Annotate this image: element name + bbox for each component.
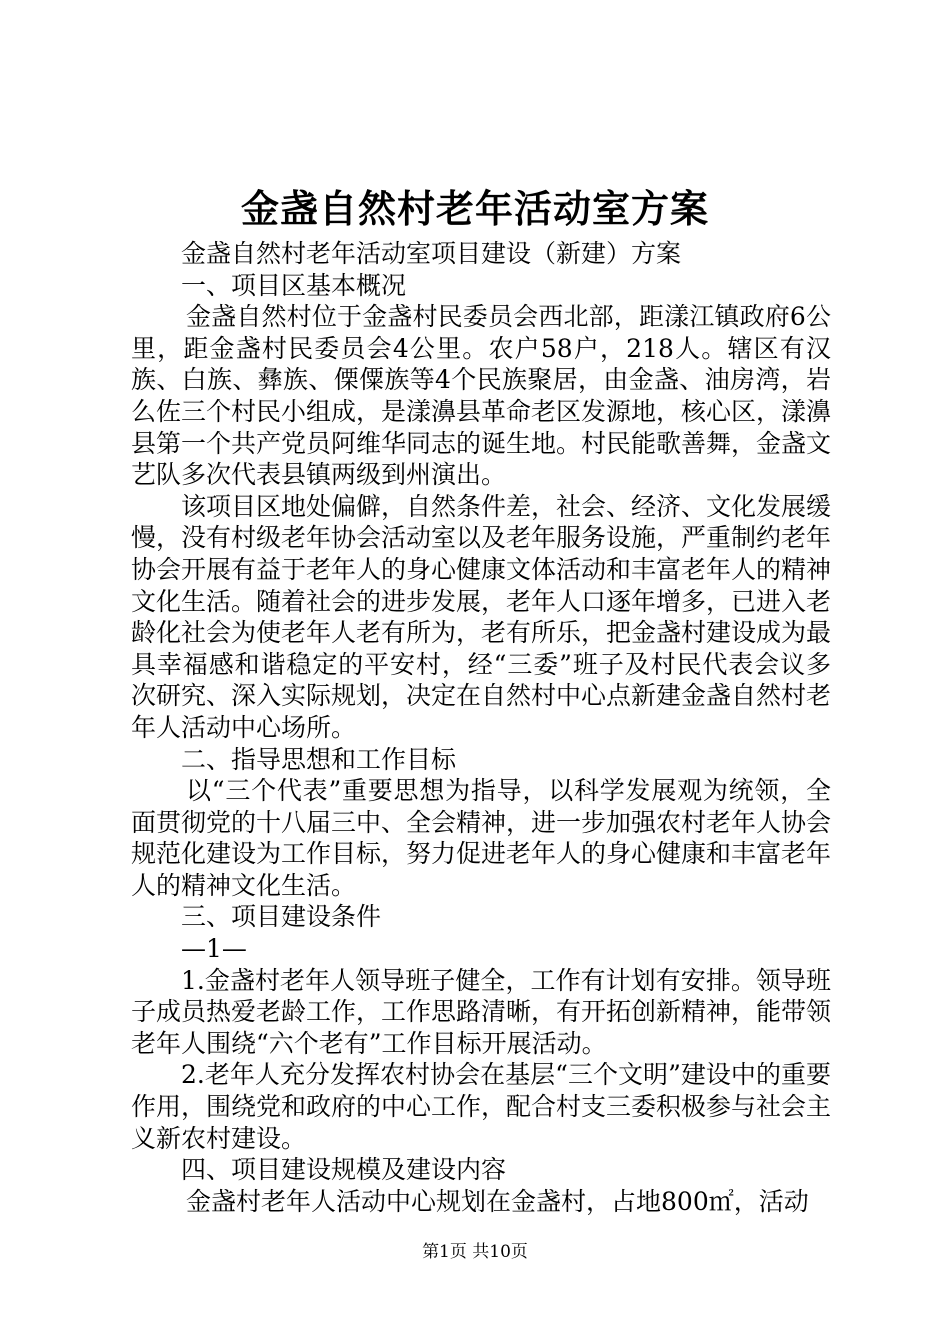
paragraph-scale: 金盏村老年人活动中心规划在金盏村，占地800㎡，活动 xyxy=(186,1186,809,1216)
paragraph-project-area: 该项目区地处偏僻，自然条件差，社会、经济、文化发展缓慢，没有村级老年协会活动室以及老年服务设施，严重制约老年协会开展有益于老年人的身心健康文体活动和丰富老年人的精神文化生活。随着社会的进步发展，老年人口逐年增多，已进入老龄化社会为使老年人老有所为，老有所乐，把金盏村建设成为最具幸福感和谐稳定的平安村，经“三委”班子及村民代表会议多次研究、深入实际规划，决定在自然村中心点新建金盏自然村老年人活动中心场所。 xyxy=(131,491,832,742)
section-heading-overview: 一、项目区基本概况 xyxy=(181,270,407,300)
paragraph-guiding: 以“三个代表”重要思想为指导，以科学发展观为统领，全面贯彻党的十八届三中、全会精神，进一步加强农村老年人协会规范化建设为工作目标，努力促进老年人的身心健康和丰富老年人的精神文化生活。 xyxy=(131,776,832,900)
paragraph-condition-1: 1.金盏村老年人领导班子健全，工作有计划有安排。领导班子成员热爱老龄工作，工作思路清晰，有开拓创新精神，能带领老年人围绕“六个老有”工作目标开展活动。 xyxy=(131,965,832,1058)
paragraph-overview: 金盏自然村位于金盏村民委员会西北部，距漾江镇政府6公里，距金盏村民委员会4公里。农户58户，218人。辖区有汉族、白族、彝族、傈僳族等4个民族聚居，由金盏、油房湾，岩么佐三个村民小组成，是漾濞县革命老区发源地，核心区，漾濞县第一个共产党员阿维华同志的诞生地。村民能歌善舞，金盏文艺队多次代表县镇两级到州演出。 xyxy=(131,302,832,490)
paragraph-condition-2: 2.老年人充分发挥农村协会在基层“三个文明”建设中的重要作用，围绕党和政府的中心工作，配合村支三委积极参与社会主义新农村建设。 xyxy=(131,1060,832,1153)
section-heading-scale: 四、项目建设规模及建设内容 xyxy=(181,1155,507,1185)
page-number-mark: —1— xyxy=(181,934,247,964)
document-body xyxy=(131,238,831,1217)
section-heading-conditions: 三、项目建设条件 xyxy=(181,902,382,932)
section-heading-guiding: 二、指导思想和工作目标 xyxy=(181,744,457,774)
document-title: 金盏自然村老年活动室方案 xyxy=(240,186,709,231)
page-footer: 第1页 共10页 xyxy=(422,1242,528,1262)
paragraph-subtitle: 金盏自然村老年活动室项目建设（新建）方案 xyxy=(181,239,682,268)
